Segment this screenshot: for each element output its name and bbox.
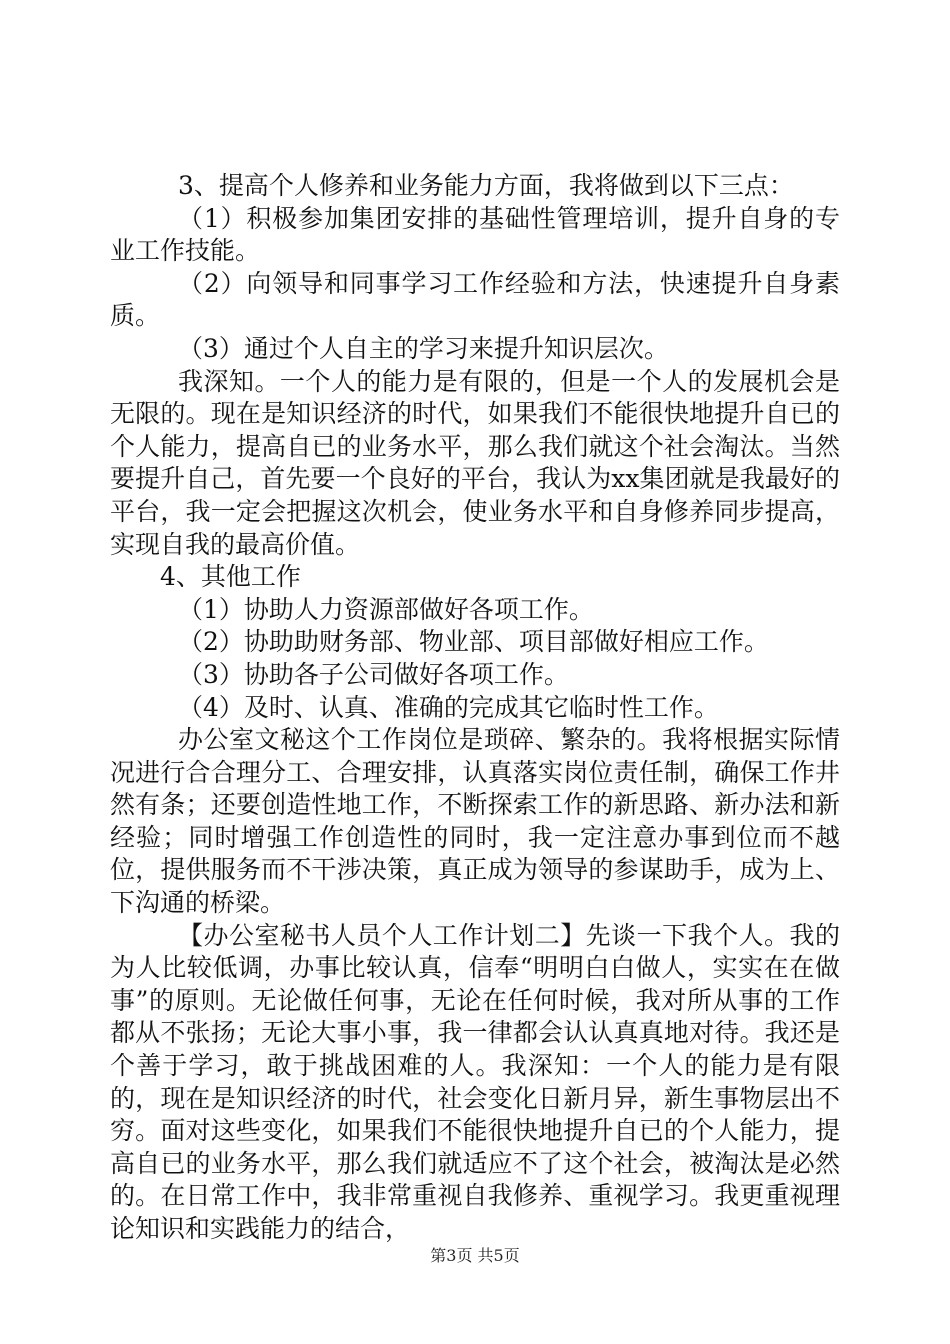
list-item: （2）向领导和同事学习工作经验和方法，快速提升自身素质。 [110,268,840,331]
body-paragraph: 办公室文秘这个工作岗位是琐碎、繁杂的。我将根据实际情况进行合合理分工、合理安排，认真落实岗位责任制，确保工作井然有条；还要创造性地工作，不断探索工作的新思路、新办法和新经验；同时增强工作创造性的同时，我一定注意办事到位而不越位，提供服务而不干涉决策，真正成为领导的参谋助手，成为上、下沟通的桥梁。 [110,725,840,918]
section-heading-4: 4、其他工作 [160,562,301,592]
list-item: （4）及时、认真、准确的完成其它临时性工作。 [178,692,719,722]
list-item: （2）协助助财务部、物业部、项目部做好相应工作。 [178,627,769,657]
list-item: （1）积极参加集团安排的基础性管理培训，提升自身的专业工作技能。 [110,203,840,266]
document-body [110,170,840,1246]
list-item: （3）通过个人自主的学习来提升知识层次。 [178,333,669,363]
list-item: （3）协助各子公司做好各项工作。 [178,659,569,689]
body-paragraph: 我深知。一个人的能力是有限的，但是一个人的发展机会是无限的。现在是知识经济的时代，如果我们不能很快地提升自已的个人能力，提高自已的业务水平，那么我们就这个社会淘汰。当然要提升自己，首先要一个良好的平台，我认为xx集团就是我最好的平台，我一定会把握这次机会，使业务水平和自身修养同步提高，实现自我的最高价值。 [110,366,840,559]
body-paragraph: 【办公室秘书人员个人工作计划二】先谈一下我个人。我的为人比较低调，办事比较认真，信奉“明明白白做人，实实在在做事”的原则。无论做任何事，无论在任何时候，我对所从事的工作都从不张扬；无论大事小事，我一律都会认认真真地对待。我还是个善于学习，敢于挑战困难的人。我深知：一个人的能力是有限的，现在是知识经济的时代，社会变化日新月异，新生事物层出不穷。面对这些变化，如果我们不能很快地提升自已的个人能力，提高自已的业务水平，那么我们就适应不了这个社会，被淘汰是必然的。在日常工作中，我非常重视自我修养、重视学习。我更重视理论知识和实践能力的结合， [110,920,840,1243]
section-heading-3: 3、提高个人修养和业务能力方面，我将做到以下三点： [178,171,794,200]
page-number: 第3页 共5页 [430,1246,520,1265]
list-item: （1）协助人力资源部做好各项工作。 [178,594,594,624]
